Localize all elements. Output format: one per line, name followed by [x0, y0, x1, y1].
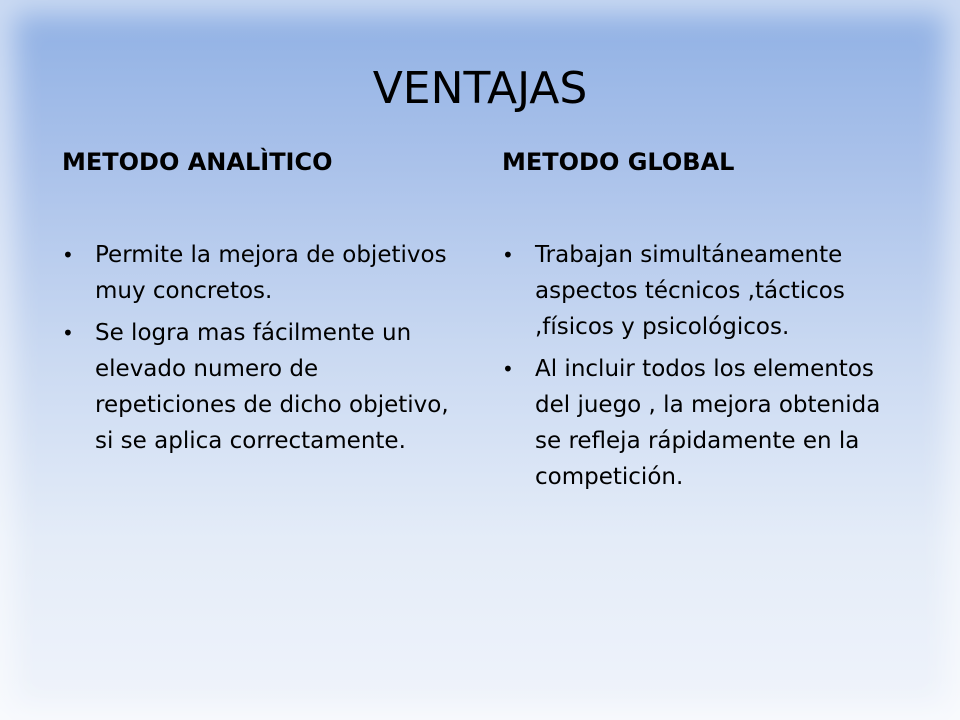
left-bullet-list — [62, 237, 457, 465]
bullet-item — [502, 237, 912, 345]
bullet-icon: • — [62, 321, 74, 345]
slide-title: VENTAJAS — [372, 63, 588, 114]
bullet-item — [62, 237, 457, 309]
right-column-heading: METODO GLOBAL — [502, 148, 735, 176]
bullet-text: Se logra mas fácilmente un elevado numero de repeticiones de dicho objetivo, si se aplica correctamente. — [95, 320, 449, 454]
left-column-heading: METODO ANALÌTICO — [62, 148, 333, 176]
right-bullet-list — [502, 237, 912, 501]
bullet-text: Al incluir todos los elementos del juego , la mejora obtenida se refleja rápidamente en la competición. — [535, 356, 881, 490]
bullet-item — [502, 351, 912, 495]
bullet-text: Trabajan simultáneamente aspectos técnicos ,tácticos ,físicos y psicológicos. — [535, 242, 845, 340]
bullet-text: Permite la mejora de objetivos muy concretos. — [95, 242, 447, 304]
bullet-item — [62, 315, 457, 459]
bullet-icon: • — [502, 243, 514, 267]
bullet-icon: • — [62, 243, 74, 267]
bullet-icon: • — [502, 357, 514, 381]
